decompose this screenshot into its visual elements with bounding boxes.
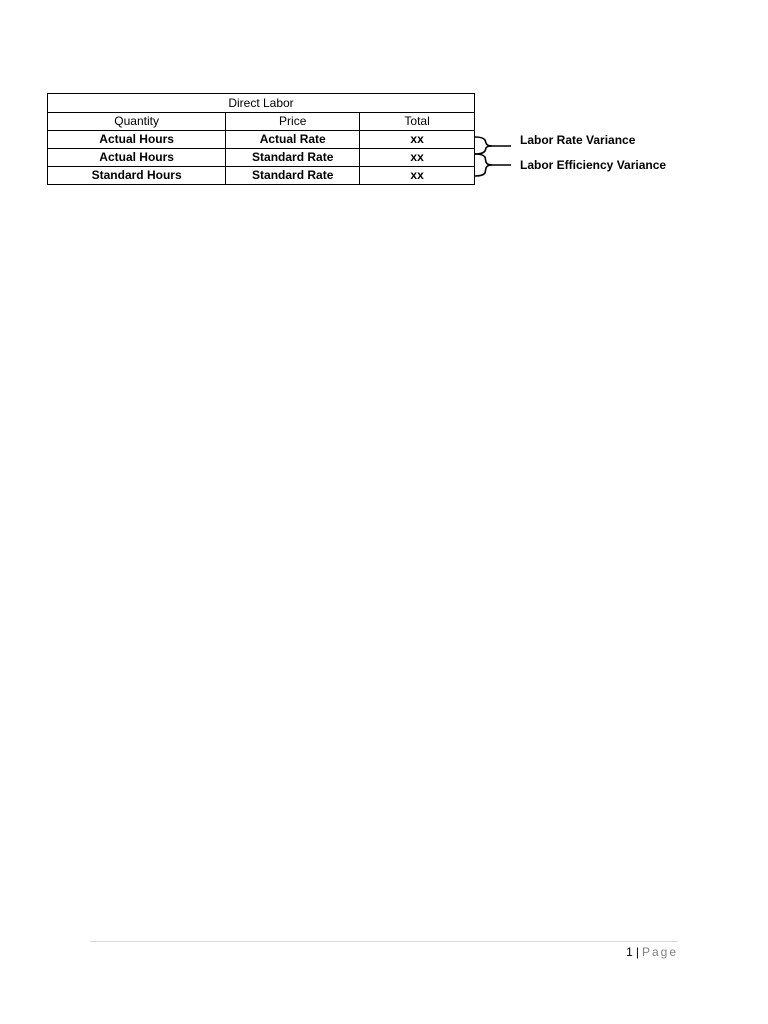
page-footer: [626, 944, 678, 960]
cell-quantity: Actual Hours: [48, 149, 226, 167]
cell-quantity: Standard Hours: [48, 167, 226, 185]
header-price: Price: [226, 113, 360, 131]
footer-separator: |: [635, 945, 639, 959]
table-header-row: [48, 113, 475, 131]
cell-total: xx: [360, 131, 475, 149]
rate-variance-brace: [475, 137, 511, 154]
table-row: [48, 167, 475, 185]
table-row: [48, 131, 475, 149]
table-row: [48, 149, 475, 167]
table-title-row: [48, 94, 475, 113]
direct-labor-table: [47, 93, 475, 185]
header-quantity: Quantity: [48, 113, 226, 131]
labor-rate-variance-label: Labor Rate Variance: [520, 133, 636, 147]
efficiency-variance-brace: [475, 154, 511, 176]
cell-total: xx: [360, 167, 475, 185]
labor-efficiency-variance-label: Labor Efficiency Variance: [520, 158, 667, 172]
table-title: Direct Labor: [48, 94, 475, 113]
variance-braces: [474, 130, 514, 180]
cell-price: Actual Rate: [226, 131, 360, 149]
page-word: Page: [641, 945, 678, 959]
cell-quantity: Actual Hours: [48, 131, 226, 149]
cell-price: Standard Rate: [226, 167, 360, 185]
cell-total: xx: [360, 149, 475, 167]
footer-divider: [90, 941, 678, 942]
header-total: Total: [360, 113, 475, 131]
cell-price: Standard Rate: [226, 149, 360, 167]
page-number: 1: [626, 945, 633, 959]
